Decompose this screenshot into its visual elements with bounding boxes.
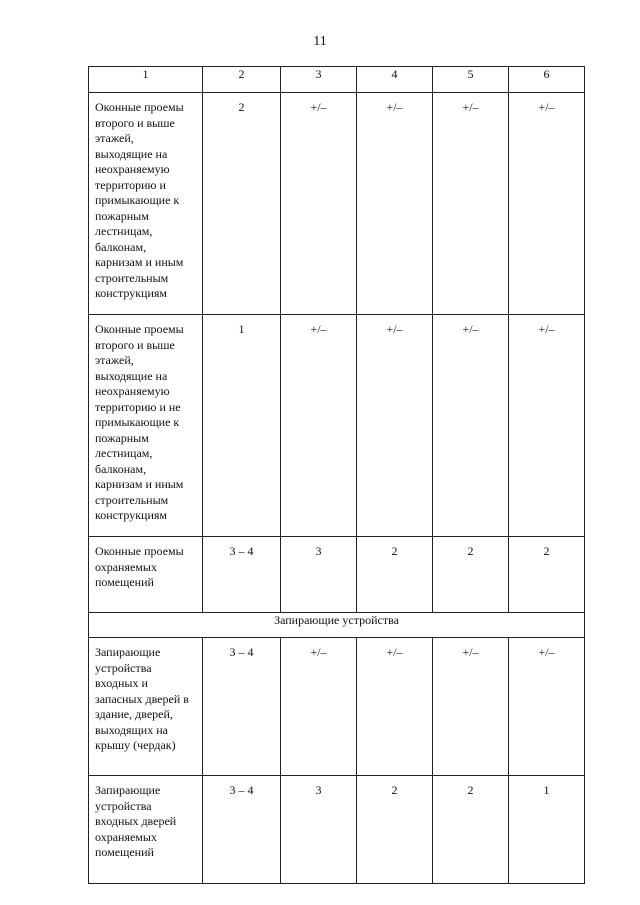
value-cell: +/– [433,638,509,776]
value-cell: +/– [509,638,585,776]
description-line: Запирающие [95,783,161,797]
value-cell: +/– [281,93,357,315]
description-line: этажей, [95,131,134,145]
description-line: лестницам, [95,446,153,460]
row-description [89,537,203,613]
row-description [89,93,203,315]
description-line: пожарным [95,208,149,223]
table-row [89,315,585,537]
description-line: примыкающие к [95,415,180,429]
description-line: территорию и [95,177,166,192]
description-line: неохраняемую [95,384,170,398]
description-line: охраняемых [95,829,157,844]
value-cell: +/– [433,93,509,315]
description-line: выходящие на [95,146,168,161]
description-line: конструкциям [95,286,167,300]
value-cell: +/– [281,638,357,776]
value-cell: +/– [433,315,509,537]
table-row [89,537,585,613]
page-number: 11 [313,34,327,49]
value-cell: 3 – 4 [203,537,281,613]
description-line: пожарным [95,430,149,445]
description-line: устройства [95,660,152,675]
description-line: балконам, [95,239,147,254]
description-line: здание, дверей, [95,707,173,721]
value-cell: 3 – 4 [203,638,281,776]
row-description [89,776,203,884]
value-cell: 3 [281,776,357,884]
description-line: карнизам и иным [95,477,184,491]
table-row [89,638,585,776]
section-title: Запирающие устройства [89,613,585,638]
description-line: входных дверей [95,814,177,828]
description-line: помещений [95,575,154,589]
value-cell: 2 [357,537,433,613]
row-description [89,638,203,776]
description-line: примыкающие к [95,193,180,207]
header-cell: 4 [357,67,433,93]
description-line: территорию и не [95,399,181,414]
header-cell: 6 [509,67,585,93]
value-cell: 2 [357,776,433,884]
description-line: охраняемых [95,559,157,574]
description-line: выходящих на [95,722,168,737]
value-cell: +/– [357,638,433,776]
description-line: строительным [95,492,169,507]
description-line: строительным [95,270,169,285]
value-cell: +/– [357,93,433,315]
description-line: карнизам и иным [95,255,184,269]
description-line: балконам, [95,461,147,476]
description-line: запасных дверей в [95,691,189,706]
value-cell: +/– [509,93,585,315]
description-line: второго и выше [95,115,175,130]
row-description [89,315,203,537]
value-cell: +/– [357,315,433,537]
description-line: Запирающие [95,645,161,659]
value-cell: +/– [281,315,357,537]
header-cell: 1 [89,67,203,93]
value-cell: 1 [509,776,585,884]
header-cell: 3 [281,67,357,93]
description-line: Оконные проемы [95,544,184,558]
table-header-row [89,67,585,93]
requirements-table [88,66,585,884]
section-header-row [89,613,585,638]
description-line: крышу (чердак) [95,738,176,752]
value-cell: +/– [509,315,585,537]
description-line: устройства [95,798,152,813]
description-line: помещений [95,845,154,859]
value-cell: 2 [203,93,281,315]
description-line: лестницам, [95,224,153,238]
description-line: второго и выше [95,337,175,352]
header-cell: 5 [433,67,509,93]
value-cell: 3 [281,537,357,613]
value-cell: 3 – 4 [203,776,281,884]
description-line: этажей, [95,353,134,367]
table-row [89,93,585,315]
description-line: Оконные проемы [95,100,184,114]
description-line: конструкциям [95,508,167,522]
value-cell: 2 [433,537,509,613]
value-cell: 2 [433,776,509,884]
value-cell: 2 [509,537,585,613]
header-cell: 2 [203,67,281,93]
description-line: входных и [95,676,148,690]
table-row [89,776,585,884]
description-line: Оконные проемы [95,322,184,336]
value-cell: 1 [203,315,281,537]
description-line: выходящие на [95,368,168,383]
description-line: неохраняемую [95,162,170,176]
